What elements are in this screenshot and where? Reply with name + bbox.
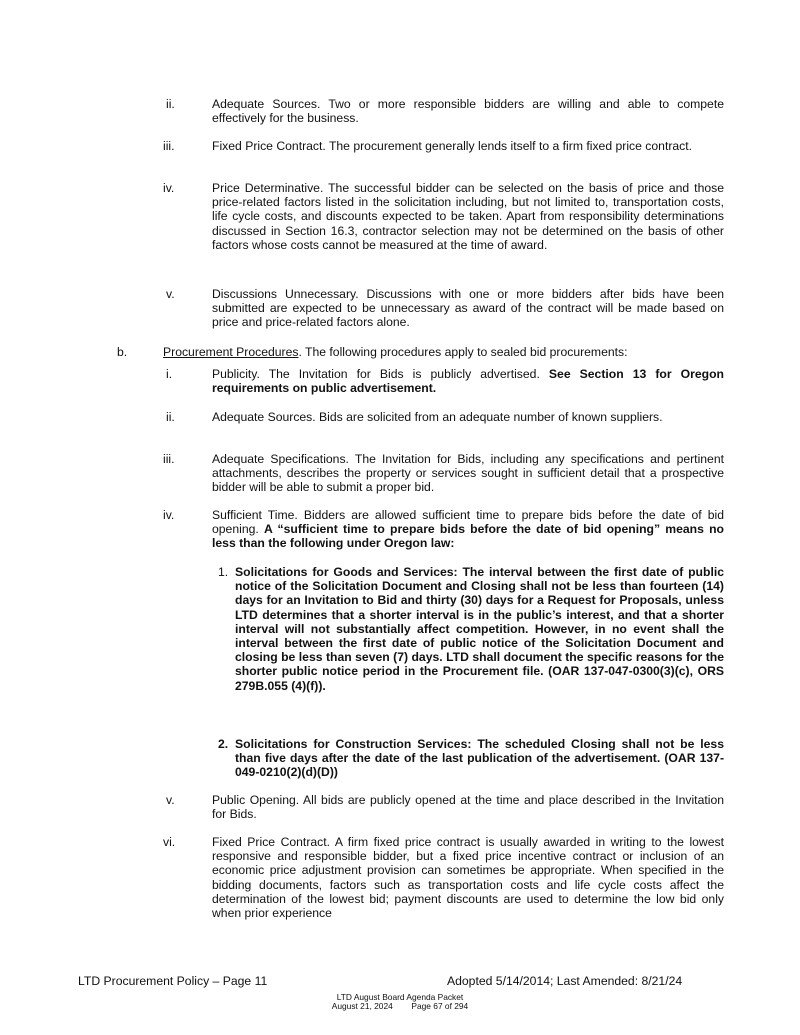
- footer-right: Adopted 5/14/2014; Last Amended: 8/21/24: [447, 974, 683, 988]
- item-b-v-text: Public Opening. All bids are publicly opened at the time and place described in the Invitation for Bids.: [212, 793, 724, 822]
- sub-item-1-number: 1.: [218, 565, 229, 579]
- item-b-v-number: v.: [166, 793, 175, 807]
- section-b-heading: Procurement Procedures: [163, 345, 299, 359]
- item-b-iii-number: iii.: [163, 452, 175, 466]
- footer-left: LTD Procurement Policy – Page 11: [78, 974, 268, 988]
- item-a-iv-text: Price Determinative. The successful bidder can be selected on the basis of price and those price-related factors listed in the solicitation including, but not limited to, transportation costs, life cycle costs, and discounts expected to be taken. Apart from responsibility determinations discussed in Section 16.3, contractor selection may not be determined on the basis of other factors whose costs cannot be measured at the time of award.: [212, 181, 724, 252]
- item-b-iv-bold: A “sufficient time to prepare bids before the date of bid opening” means no less than the following under Oregon law:: [212, 522, 725, 551]
- item-a-iv-number: iv.: [163, 181, 175, 195]
- item-b-i-number: i.: [166, 367, 173, 381]
- section-b-number: b.: [117, 345, 128, 359]
- section-b-intro: . The following procedures apply to sealed bid procurements:: [298, 345, 628, 359]
- item-b-iv-text-block: [212, 508, 724, 551]
- item-a-iii-text: Fixed Price Contract. The procurement generally lends itself to a firm fixed price contract.: [212, 139, 693, 153]
- item-b-iv-text: Sufficient Time. Bidders are allowed sufficient time to prepare bids before the date of bid opening.: [212, 508, 724, 537]
- sub-item-2-text: Solicitations for Construction Services: The scheduled Closing shall not be less than five days after the date of the last publication of the advertisement. (OAR 137-049-0210(2)(d)(D)): [235, 737, 724, 780]
- item-b-vi-text: Fixed Price Contract. A firm fixed price contract is usually awarded in writing to the lowest responsive and responsible bidder, but a fixed price incentive contract or inclusion of an economic price adjustment provision can sometimes be appropriate. When specified in the bidding documents, factors such as transportation costs and life cycle costs affect the determination of the lowest bid; payment discounts are used to determine the low bid only when prior experience: [212, 835, 724, 921]
- item-b-i-text: Publicity. The Invitation for Bids is publicly advertised.: [212, 367, 549, 381]
- item-b-iii-text: Adequate Specifications. The Invitation for Bids, including any specifications and pertinent attachments, describes the property or services sought in sufficient detail that a prospective bidder will be able to submit a proper bid.: [212, 452, 724, 495]
- item-a-v-text: Discussions Unnecessary. Discussions with one or more bidders after bids have been submitted are expected to be unnecessary as award of the contract will be made based on price and price-related factors alone.: [212, 287, 724, 330]
- item-b-iv-number: iv.: [163, 508, 175, 522]
- item-b-vi-number: vi.: [163, 835, 176, 849]
- item-b-ii-number: ii.: [166, 410, 175, 424]
- item-b-i-bold: See Section 13 for Oregon requirements on public advertisement.: [212, 367, 724, 396]
- sub-item-1-text: Solicitations for Goods and Services: The interval between the first date of public notice of the Solicitation Document and Closing shall not be less than fourteen (14) days for an Invitation to Bid and thirty (30) days for a Request for Proposals, unless LTD determines that a shorter interval is in the public’s interest, and that a shorter interval will not substantially affect competition. However, in no event shall the interval between the first date of public notice of the Solicitation Document and closing be less than seven (7) days. LTD shall document the specific reasons for the shorter public notice period in the Procurement file. (OAR 137-047-0300(3)(c), ORS 279B.055 (4)(f)).: [235, 565, 724, 693]
- agenda-stamp-line-2: August 21, 2024 Page 67 of 294: [331, 1001, 469, 1011]
- item-a-ii-number: ii.: [166, 97, 175, 111]
- item-a-v-number: v.: [166, 287, 175, 301]
- section-b-heading-line: [163, 345, 728, 359]
- agenda-stamp-line-1: LTD August Board Agenda Packet: [336, 992, 464, 1002]
- item-b-ii-text: Adequate Sources. Bids are solicited from an adequate number of known suppliers.: [212, 410, 663, 424]
- item-b-i-text-block: [212, 367, 724, 395]
- item-a-iii-number: iii.: [163, 139, 175, 153]
- sub-item-2-number: 2.: [218, 737, 229, 751]
- item-a-ii-text: Adequate Sources. Two or more responsible bidders are willing and able to compete effectively for the business.: [212, 97, 724, 126]
